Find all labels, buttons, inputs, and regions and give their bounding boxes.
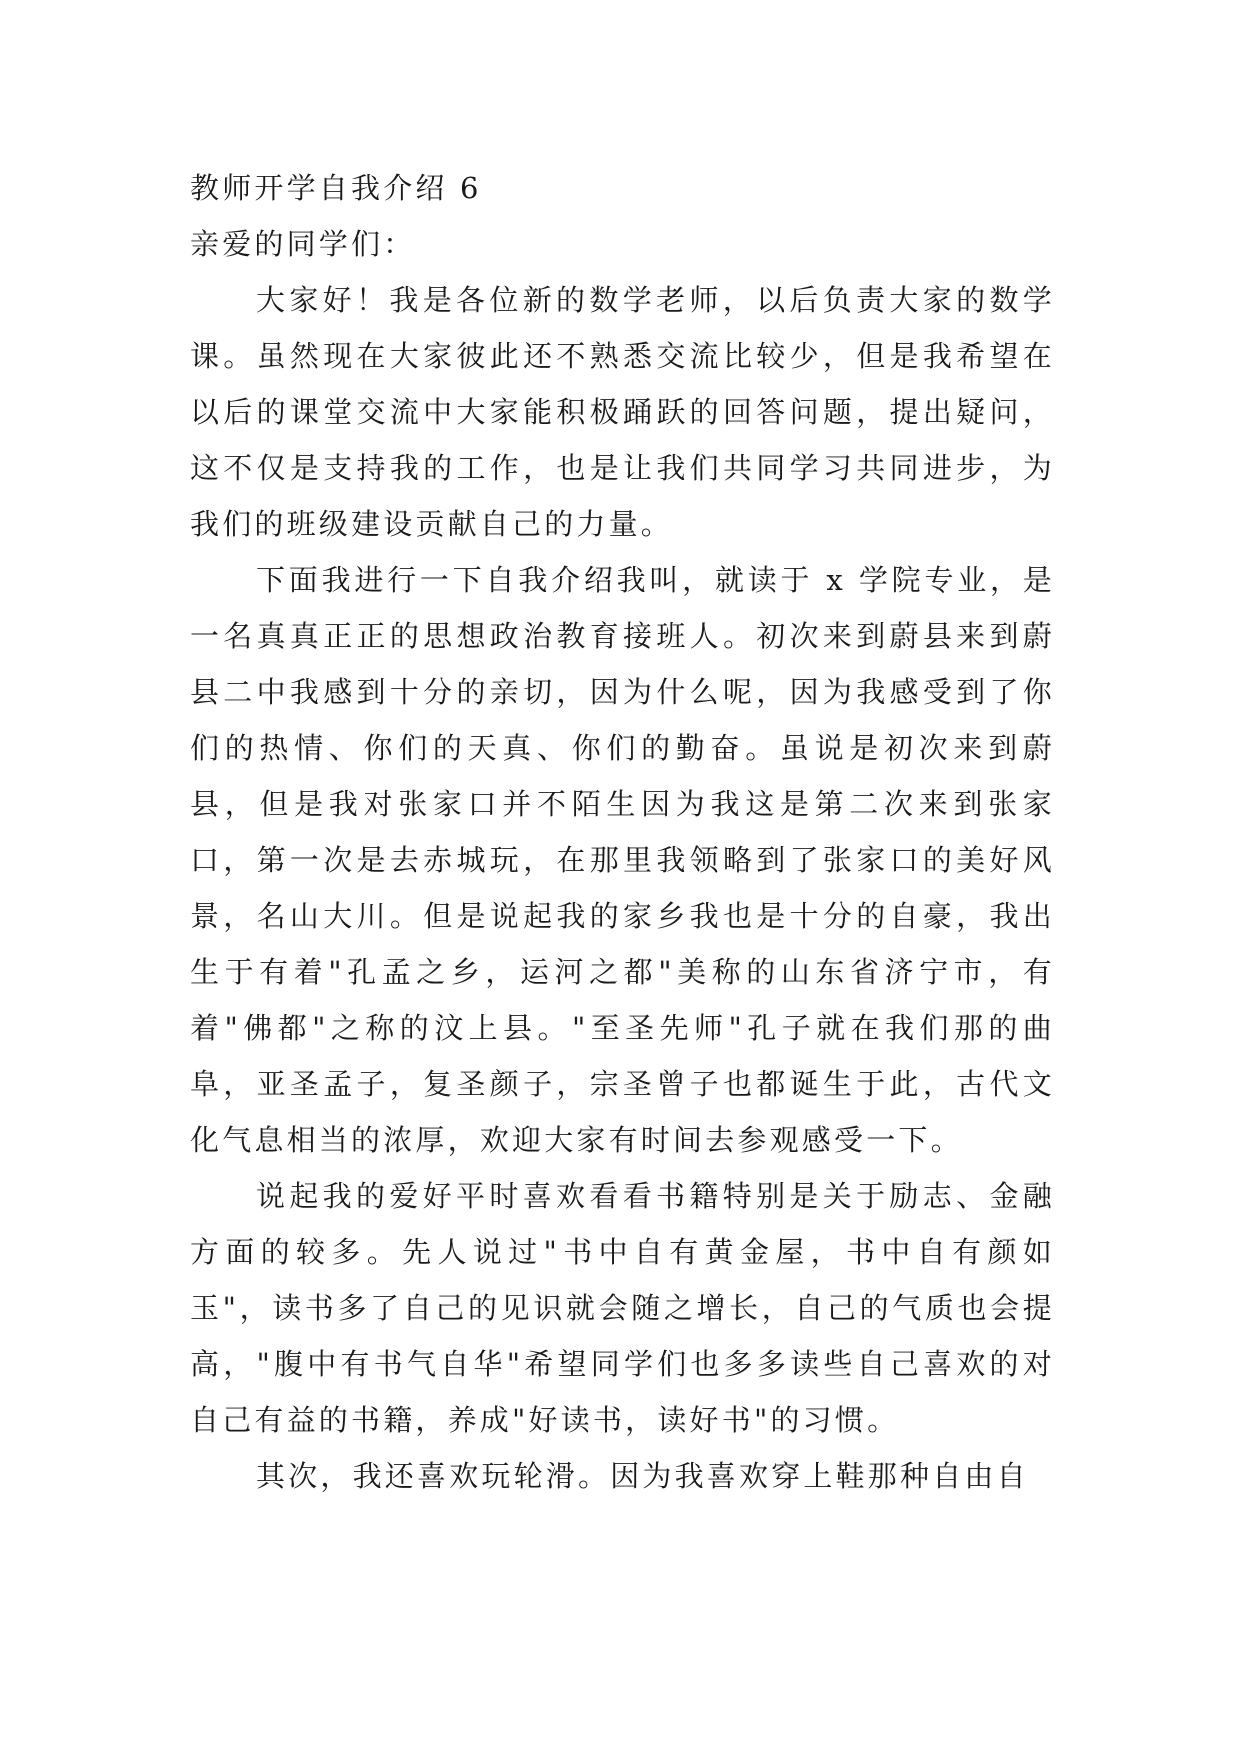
paragraph-3: 说起我的爱好平时喜欢看看书籍特别是关于励志、金融方面的较多。先人说过"书中自有黄金屋，书中自有颜如玉"，读书多了自己的见识就会随之增长，自己的气质也会提高，"腹中有书气自华"希望同学们也多多读些自己喜欢的对自己有益的书籍，养成"好读书，读好书"的习惯。: [190, 1179, 1055, 1437]
paragraph-2: 下面我进行一下自我介绍我叫，就读于 x 学院专业，是一名真真正正的思想政治教育接班人。初次来到蔚县来到蔚县二中我感到十分的亲切，因为什么呢，因为我感受到了你们的热情、你们的天真、你们的勤奋。虽说是初次来到蔚县，但是我对张家口并不陌生因为我这是第二次来到张家口，第一次是去赤城玩，在那里我领略到了张家口的美好风景，名山大川。但是说起我的家乡我也是十分的自豪，我出生于有着"孔孟之乡，运河之都"美称的山东省济宁市，有着"佛都"之称的汶上县。"至圣先师"孔子就在我们那的曲阜，亚圣孟子，复圣颜子，宗圣曾子也都诞生于此，古代文化气息相当的浓厚，欢迎大家有时间去参观感受一下。: [190, 563, 1055, 1157]
document-title: 教师开学自我介绍 6: [190, 171, 482, 205]
greeting: 亲爱的同学们：: [190, 227, 416, 261]
paragraph-4: 其次，我还喜欢玩轮滑。因为我喜欢穿上鞋那种自由自: [256, 1459, 1029, 1493]
document-body: [190, 160, 1055, 1504]
paragraph-1: 大家好！我是各位新的数学老师，以后负责大家的数学课。虽然现在大家彼此还不熟悉交流比较少，但是我希望在以后的课堂交流中大家能积极踊跃的回答问题，提出疑问，这不仅是支持我的工作，也是让我们共同学习共同进步，为我们的班级建设贡献自己的力量。: [190, 283, 1055, 541]
